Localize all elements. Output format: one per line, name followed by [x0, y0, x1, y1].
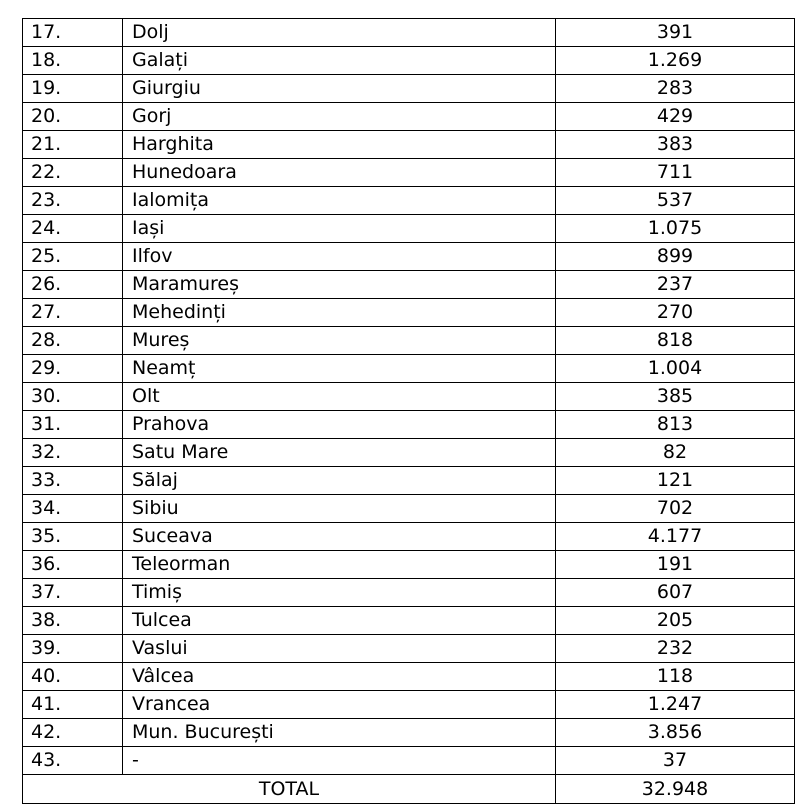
table-row [23, 271, 795, 299]
county-name: Ialomița [123, 187, 556, 215]
table-row [23, 747, 795, 775]
table-body [23, 19, 795, 804]
county-value: 270 [556, 299, 795, 327]
county-name: Neamț [123, 355, 556, 383]
row-number: 18. [23, 47, 123, 75]
table-row [23, 663, 795, 691]
county-name: Prahova [123, 411, 556, 439]
row-number: 31. [23, 411, 123, 439]
county-value: 385 [556, 383, 795, 411]
table-row [23, 523, 795, 551]
row-number: 23. [23, 187, 123, 215]
county-value: 818 [556, 327, 795, 355]
county-name: Gorj [123, 103, 556, 131]
row-number: 42. [23, 719, 123, 747]
table-row [23, 131, 795, 159]
county-name: Teleorman [123, 551, 556, 579]
table-row [23, 19, 795, 47]
table-row [23, 691, 795, 719]
county-name: Dolj [123, 19, 556, 47]
county-name: Suceava [123, 523, 556, 551]
county-value: 1.269 [556, 47, 795, 75]
county-name: Maramureș [123, 271, 556, 299]
county-value: 205 [556, 607, 795, 635]
row-number: 38. [23, 607, 123, 635]
county-value: 383 [556, 131, 795, 159]
county-name: Mureș [123, 327, 556, 355]
row-number: 24. [23, 215, 123, 243]
county-value: 813 [556, 411, 795, 439]
table-row [23, 187, 795, 215]
row-number: 36. [23, 551, 123, 579]
county-value: 283 [556, 75, 795, 103]
row-number: 21. [23, 131, 123, 159]
table-row [23, 719, 795, 747]
row-number: 41. [23, 691, 123, 719]
county-name: Vâlcea [123, 663, 556, 691]
county-name: Galați [123, 47, 556, 75]
county-value: 607 [556, 579, 795, 607]
row-number: 30. [23, 383, 123, 411]
row-number: 27. [23, 299, 123, 327]
row-number: 26. [23, 271, 123, 299]
row-number: 37. [23, 579, 123, 607]
county-value: 1.247 [556, 691, 795, 719]
county-name: Hunedoara [123, 159, 556, 187]
total-label: TOTAL [23, 775, 556, 804]
row-number: 25. [23, 243, 123, 271]
row-number: 40. [23, 663, 123, 691]
row-number: 34. [23, 495, 123, 523]
table-row [23, 47, 795, 75]
row-number: 33. [23, 467, 123, 495]
county-value: 537 [556, 187, 795, 215]
county-name: Iași [123, 215, 556, 243]
row-number: 39. [23, 635, 123, 663]
row-number: 43. [23, 747, 123, 775]
county-name: Vrancea [123, 691, 556, 719]
table-row [23, 551, 795, 579]
county-name: Vaslui [123, 635, 556, 663]
county-value: 899 [556, 243, 795, 271]
county-value: 37 [556, 747, 795, 775]
county-name: Olt [123, 383, 556, 411]
county-value: 191 [556, 551, 795, 579]
table-row [23, 103, 795, 131]
total-row [23, 775, 795, 804]
county-name: Timiș [123, 579, 556, 607]
county-name: Mehedinți [123, 299, 556, 327]
county-value: 232 [556, 635, 795, 663]
county-value: 82 [556, 439, 795, 467]
county-value: 237 [556, 271, 795, 299]
table-row [23, 327, 795, 355]
row-number: 20. [23, 103, 123, 131]
table-row [23, 607, 795, 635]
table-row [23, 495, 795, 523]
row-number: 28. [23, 327, 123, 355]
county-name: - [123, 747, 556, 775]
county-value: 1.004 [556, 355, 795, 383]
county-value: 118 [556, 663, 795, 691]
table-row [23, 439, 795, 467]
table-row [23, 215, 795, 243]
row-number: 35. [23, 523, 123, 551]
county-name: Sibiu [123, 495, 556, 523]
county-value: 4.177 [556, 523, 795, 551]
table-row [23, 635, 795, 663]
row-number: 29. [23, 355, 123, 383]
row-number: 32. [23, 439, 123, 467]
row-number: 17. [23, 19, 123, 47]
county-value: 429 [556, 103, 795, 131]
table-row [23, 467, 795, 495]
county-value: 711 [556, 159, 795, 187]
table-row [23, 159, 795, 187]
table-row [23, 411, 795, 439]
table-row [23, 299, 795, 327]
county-name: Satu Mare [123, 439, 556, 467]
table-row [23, 355, 795, 383]
county-value: 391 [556, 19, 795, 47]
table-row [23, 383, 795, 411]
county-name: Harghita [123, 131, 556, 159]
total-value: 32.948 [556, 775, 795, 804]
county-value: 121 [556, 467, 795, 495]
county-name: Tulcea [123, 607, 556, 635]
county-name: Mun. București [123, 719, 556, 747]
table-row [23, 75, 795, 103]
county-value: 1.075 [556, 215, 795, 243]
row-number: 19. [23, 75, 123, 103]
table-row [23, 579, 795, 607]
county-name: Sălaj [123, 467, 556, 495]
row-number: 22. [23, 159, 123, 187]
county-name: Giurgiu [123, 75, 556, 103]
county-name: Ilfov [123, 243, 556, 271]
county-value: 702 [556, 495, 795, 523]
table-row [23, 243, 795, 271]
county-table [22, 18, 795, 804]
county-value: 3.856 [556, 719, 795, 747]
